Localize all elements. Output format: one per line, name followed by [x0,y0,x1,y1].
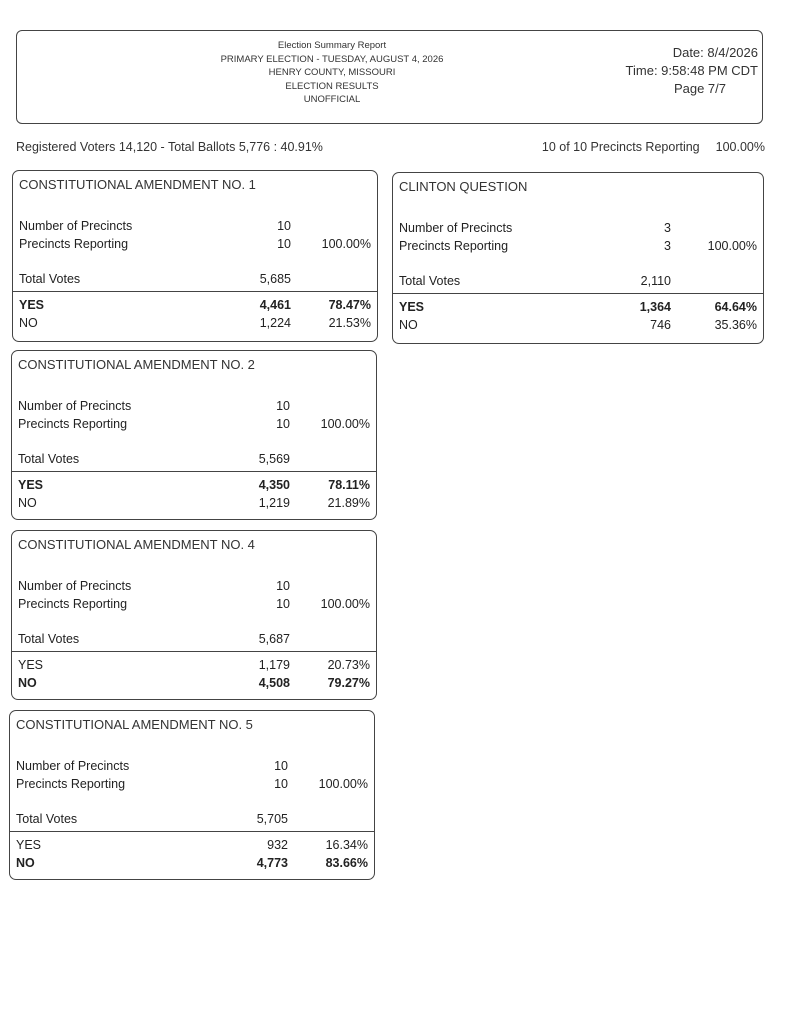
row-label: Precincts Reporting [16,777,126,791]
contest-title: CONSTITUTIONAL AMENDMENT NO. 2 [18,357,255,372]
divider [393,293,763,294]
choice-row-no [12,674,376,692]
row-label: Total Votes [19,272,81,286]
row-value: 10 [277,219,291,233]
row-label: Total Votes [18,632,80,646]
choice-votes: 1,179 [258,658,290,672]
row-value: 5,685 [259,272,291,286]
choice-votes: 1,224 [259,316,291,330]
row-value: 5,569 [258,452,290,466]
total-votes-row [12,630,376,648]
row-percent: 100.00% [320,417,370,431]
choice-label: NO [18,676,37,690]
choice-percent: 20.73% [327,658,370,672]
total-votes-row [13,270,377,288]
report-date: Date: 8/4/2026 [672,45,758,60]
row-label: Number of Precincts [19,219,133,233]
choice-label: YES [16,838,42,852]
contest-amendment-2 [11,350,377,520]
row-value: 10 [276,597,290,611]
row-value: 10 [274,777,288,791]
choice-row-no [10,854,374,872]
contest-title: CONSTITUTIONAL AMENDMENT NO. 5 [16,717,253,732]
contest-title: CLINTON QUESTION [399,179,528,194]
choice-label: YES [19,298,45,312]
total-votes-row [12,450,376,468]
choice-row-no [12,494,376,512]
choice-percent: 21.53% [328,316,371,330]
row-value: 10 [276,417,290,431]
choice-label: YES [18,478,44,492]
choice-label: NO [19,316,38,330]
row-label: Precincts Reporting [19,237,129,251]
contest-amendment-5 [9,710,375,880]
precincts-reporting-text: 10 of 10 Precincts Reporting [541,140,700,154]
row-label: Number of Precincts [18,579,132,593]
row-value: 5,705 [256,812,288,826]
choice-row-no [13,314,377,332]
row-label: Number of Precincts [16,759,130,773]
choice-row-no [393,316,763,334]
row-percent: 100.00% [321,237,371,251]
choice-percent: 35.36% [714,318,757,332]
choice-percent: 64.64% [714,300,757,314]
choice-label: NO [16,856,35,870]
row-percent: 100.00% [707,239,757,253]
divider [12,651,376,652]
choice-votes: 1,219 [258,496,290,510]
choice-votes: 932 [267,838,288,852]
divider [12,471,376,472]
choice-votes: 4,773 [256,856,288,870]
number-of-precincts-row [13,217,377,235]
row-label: Precincts Reporting [399,239,509,253]
row-label: Precincts Reporting [18,417,128,431]
choice-percent: 21.89% [327,496,370,510]
choice-votes: 1,364 [639,300,671,314]
choice-row-yes [12,476,376,494]
row-value: 10 [276,399,290,413]
report-title-block [167,39,497,107]
row-value: 3 [664,221,671,235]
choice-label: NO [18,496,37,510]
registered-voters-summary: Registered Voters 14,120 - Total Ballots 5,776 : 40.91% [16,140,323,154]
row-label: Total Votes [16,812,78,826]
choice-label: NO [399,318,418,332]
choice-percent: 78.11% [328,478,370,492]
choice-votes: 4,461 [259,298,291,312]
row-percent: 100.00% [320,597,370,611]
divider [10,831,374,832]
choice-votes: 4,350 [258,478,290,492]
choice-percent: 78.47% [328,298,371,312]
choice-row-yes [393,298,763,316]
choice-votes: 4,508 [258,676,290,690]
precincts-reporting-row [13,235,377,253]
number-of-precincts-row [12,397,376,415]
choice-percent: 83.66% [325,856,368,870]
number-of-precincts-row [10,757,374,775]
row-label: Precincts Reporting [18,597,128,611]
row-value: 2,110 [640,274,671,288]
row-value: 10 [274,759,288,773]
contest-amendment-4 [11,530,377,700]
precincts-reporting-percent: 100.00% [715,140,765,154]
divider [13,291,377,292]
county-name: HENRY COUNTY, MISSOURI [268,67,396,78]
row-label: Total Votes [18,452,80,466]
row-percent: 100.00% [318,777,368,791]
choice-votes: 746 [650,318,671,332]
row-value: 5,687 [258,632,290,646]
contest-title: CONSTITUTIONAL AMENDMENT NO. 1 [19,177,256,192]
results-label: ELECTION RESULTS [285,80,379,92]
report-meta [598,44,758,98]
row-label: Total Votes [399,274,461,288]
contest-clinton-question [392,172,764,344]
report-time: Time: 9:58:48 PM CDT [625,63,758,78]
precincts-reporting-row [393,237,763,255]
choice-row-yes [12,656,376,674]
row-label: Number of Precincts [399,221,513,235]
number-of-precincts-row [12,577,376,595]
election-name: PRIMARY ELECTION - TUESDAY, AUGUST 4, 2026 [220,53,444,65]
choice-row-yes [10,836,374,854]
total-votes-row [393,272,763,290]
choice-row-yes [13,296,377,314]
report-header [16,30,763,124]
row-label: Number of Precincts [18,399,132,413]
precincts-reporting-row [10,775,374,793]
page-number: Page 7/7 [673,81,726,96]
total-votes-row [10,810,374,828]
row-value: 3 [664,239,671,253]
choice-label: YES [18,658,44,672]
contest-amendment-1 [12,170,378,342]
precincts-reporting-row [12,415,376,433]
choice-percent: 79.27% [327,676,370,690]
precincts-reporting-row [12,595,376,613]
choice-percent: 16.34% [325,838,368,852]
unofficial-label: UNOFFICIAL [303,94,361,105]
choice-label: YES [399,300,425,314]
report-title: Election Summary Report [277,40,387,51]
contest-title: CONSTITUTIONAL AMENDMENT NO. 4 [18,537,255,552]
number-of-precincts-row [393,219,763,237]
row-value: 10 [276,579,290,593]
row-value: 10 [277,237,291,251]
precincts-reporting-summary [542,140,765,154]
